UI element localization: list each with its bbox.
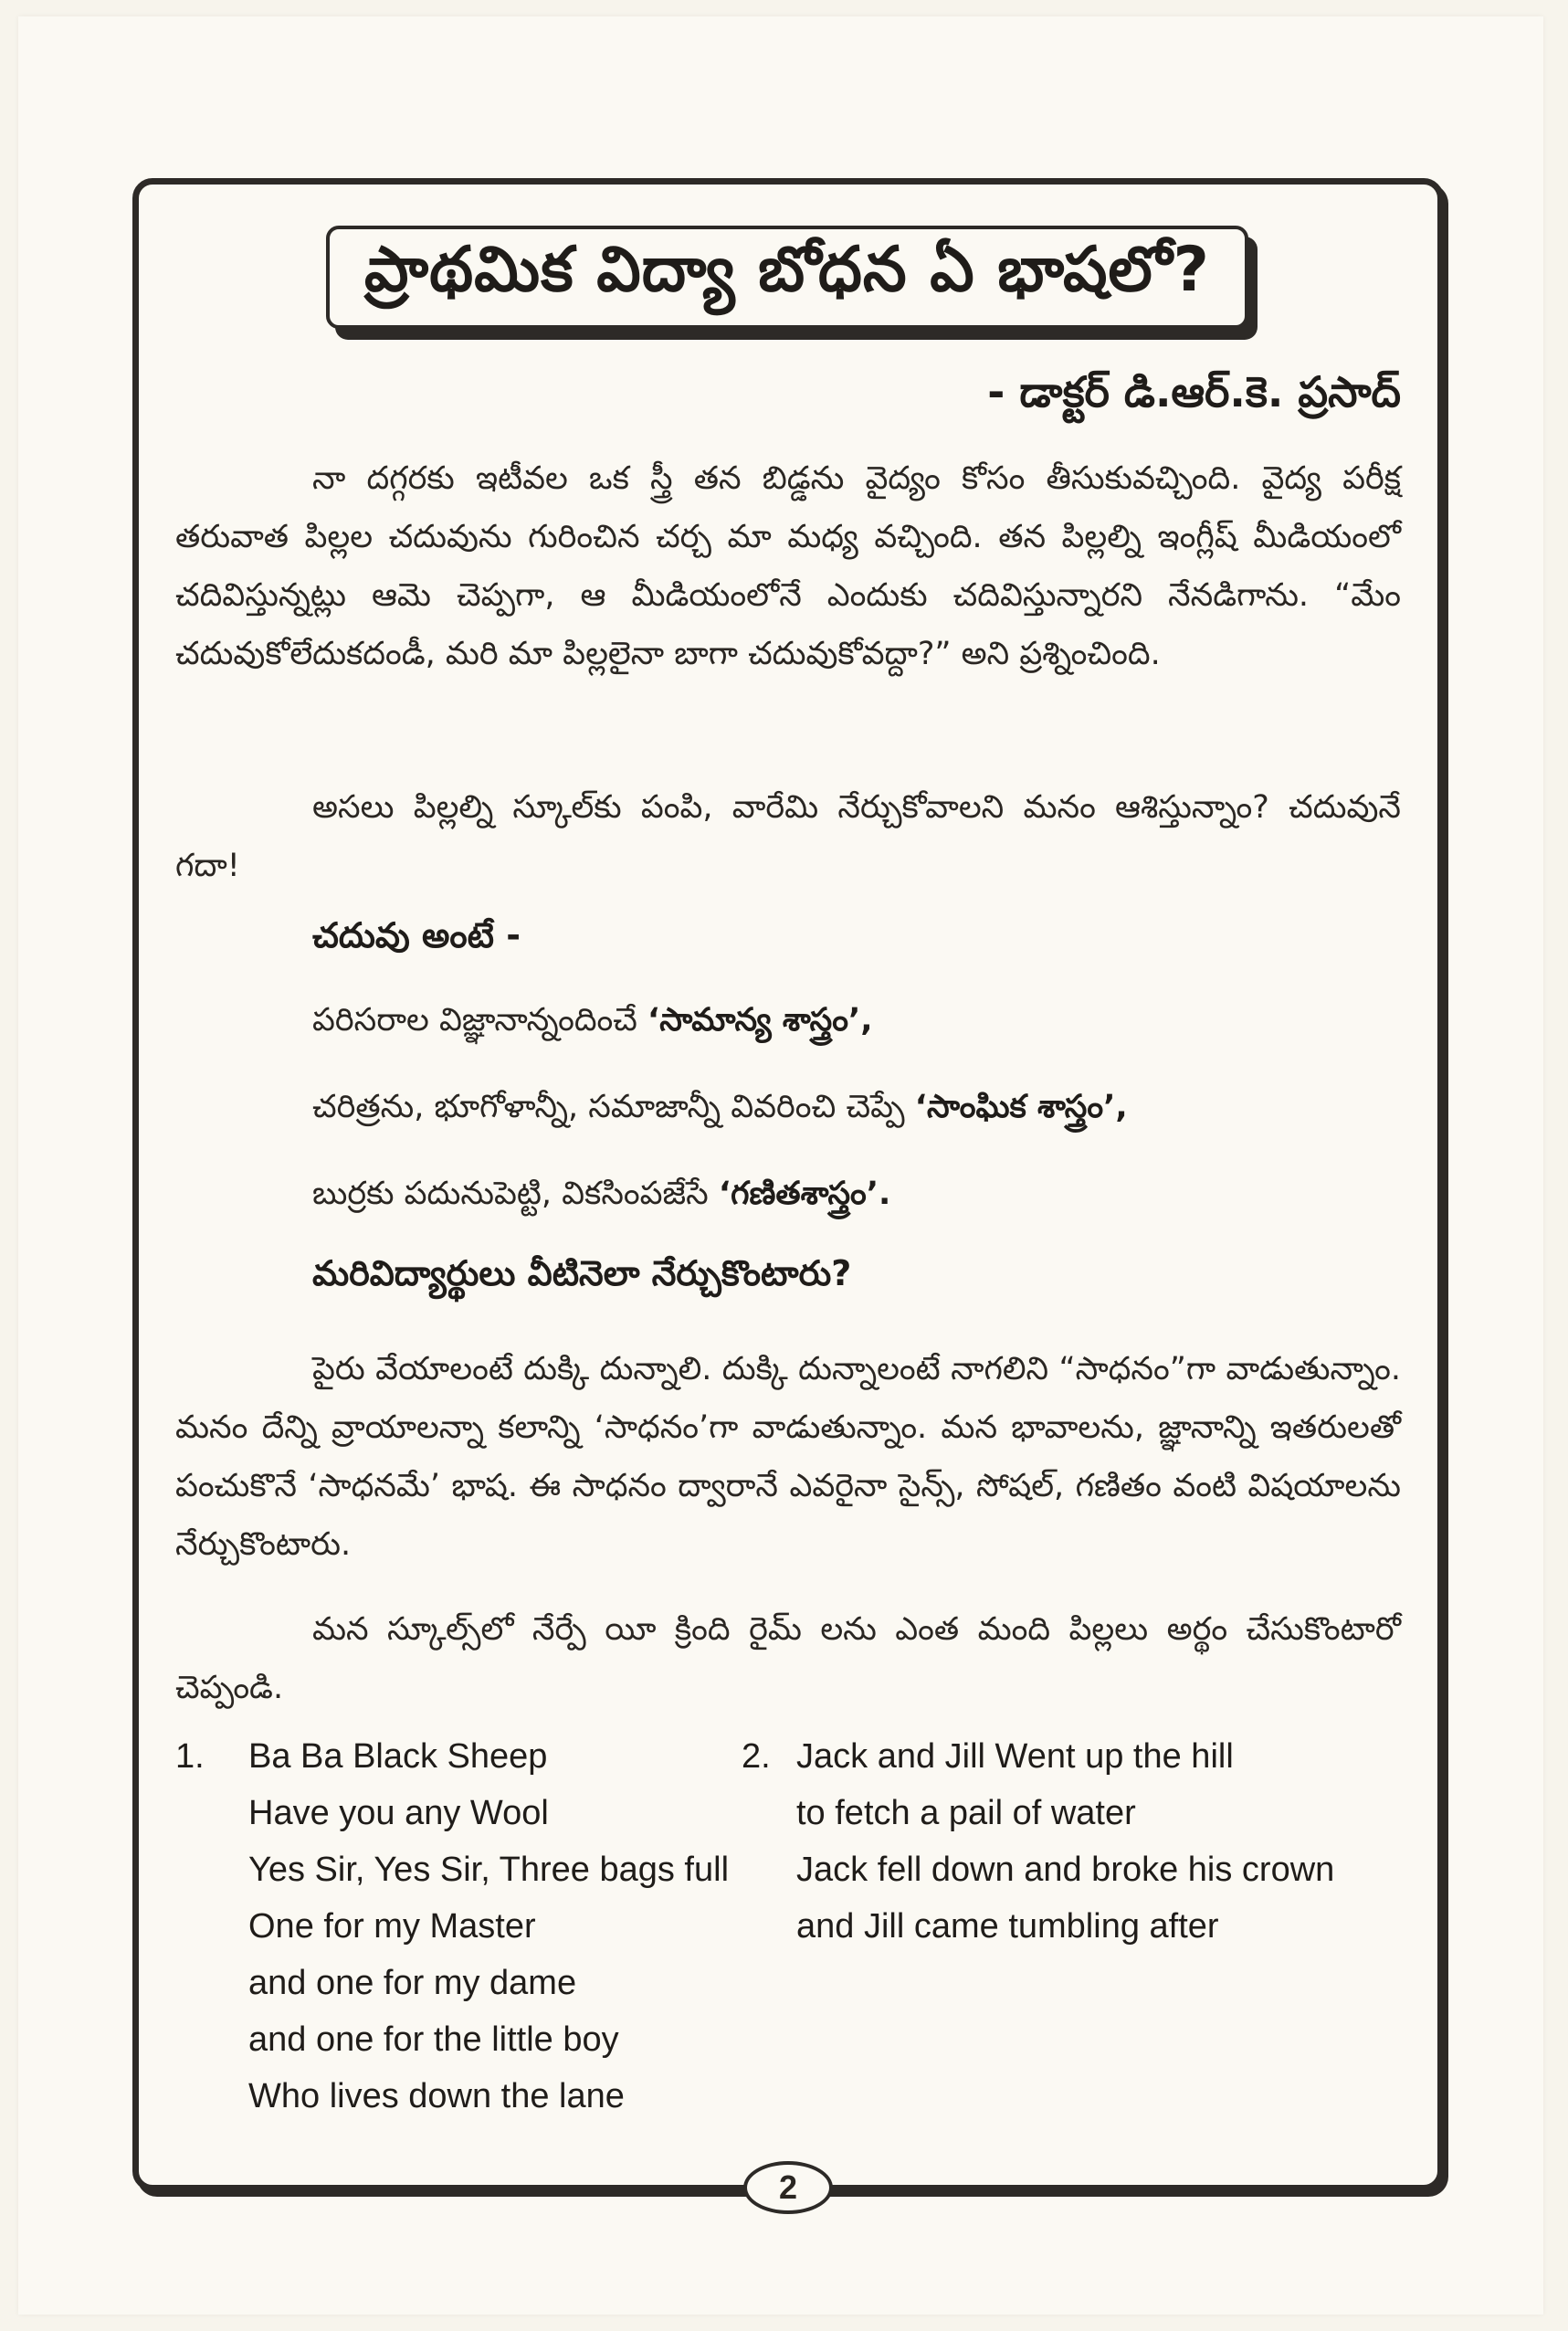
rhyme-1-line: Who lives down the lane bbox=[248, 2077, 625, 2115]
paragraph-4-text: మన స్కూల్స్‌లో నేర్పే యీ క్రింది రైమ్ లను ఎంత మంది పిల్లలు అర్థం చేసుకొంటారో చెప్పండి. bbox=[175, 1611, 1401, 1706]
title-box bbox=[326, 226, 1248, 329]
heading-education-means: చదువు అంటే - bbox=[312, 915, 521, 955]
article-title: ప్రాథమిక విద్యా బోధన ఏ భాషలో? bbox=[364, 234, 1210, 306]
rhyme-2-lines bbox=[796, 1728, 1436, 1955]
article-frame bbox=[132, 178, 1444, 2206]
paragraph-4 bbox=[175, 1600, 1401, 1717]
rhyme-1-number: 1. bbox=[175, 1737, 205, 1776]
paragraph-2 bbox=[175, 778, 1401, 895]
paragraph-3-text: పైరు వేయాలంటే దుక్కి దున్నాలి. దుక్కి దున్నాలంటే నాగలిని “సాధనం”గా వాడుతున్నాం. మనం దేన్ని వ్రాయాలన్నా కలాన్ని ‘సాధనం’గా వాడుతున్నాం. మన భావాలను, జ్ఞానాన్ని ఇతరులతో పంచుకొనే ‘సాధనమే’ భాష. ఈ సాధనం ద్వారానే ఎవరైనా సైన్స్, సోషల్, గణితం వంటి విషయాలను నేర్చుకొంటారు. bbox=[175, 1351, 1401, 1563]
paragraph-3 bbox=[175, 1340, 1401, 1574]
rhyme-2-line: and Jill came tumbling after bbox=[796, 1907, 1219, 1946]
subject-line-social-science bbox=[312, 1089, 1128, 1133]
rhyme-1-line: Have you any Wool bbox=[248, 1794, 549, 1832]
author-byline: - డాక్టర్ డి.ఆర్.కె. ప్రసాద్ bbox=[987, 367, 1401, 417]
rhyme-1-line: and one for the little boy bbox=[248, 2020, 619, 2059]
subject-line-1-bold: ‘సామాన్య శాస్త్రం’, bbox=[647, 1002, 873, 1039]
paragraph-2-text: అసలు పిల్లల్ని స్కూల్‌కు పంపి, వారేమి నేర్చుకోవాలని మనం ఆశిస్తున్నాం? చదువునే గదా! bbox=[175, 789, 1401, 884]
rhyme-2 bbox=[742, 1728, 1436, 1955]
page-number: 2 bbox=[743, 2161, 833, 2214]
rhyme-2-number: 2. bbox=[742, 1737, 771, 1776]
subject-line-1-text: పరిసరాల విజ్ఞానాన్నందించే bbox=[312, 1002, 648, 1039]
paragraph-1 bbox=[175, 449, 1401, 683]
heading-how-students-learn: మరివిద్యార్థులు వీటినెలా నేర్చుకొంటారు? bbox=[312, 1253, 852, 1293]
subject-line-2-bold: ‘సాంఘిక శాస్త్రం’, bbox=[914, 1089, 1128, 1125]
rhyme-2-line: Jack fell down and broke his crown bbox=[796, 1851, 1335, 1889]
subject-line-2-text: చరిత్రను, భూగోళాన్నీ, సమాజాన్నీ వివరించి చెప్పే bbox=[312, 1089, 915, 1125]
subject-line-3-text: బుర్రకు పదునుపెట్టి, వికసింపజేసే bbox=[312, 1176, 719, 1212]
rhyme-1 bbox=[175, 1728, 760, 2125]
subject-line-mathematics bbox=[312, 1176, 890, 1219]
rhyme-1-lines bbox=[248, 1728, 760, 2125]
page-number-wrap bbox=[139, 2161, 1437, 2214]
rhyme-2-line: to fetch a pail of water bbox=[796, 1794, 1136, 1832]
subject-line-general-science bbox=[312, 1002, 873, 1046]
rhyme-1-line: and one for my dame bbox=[248, 1964, 577, 2002]
paragraph-1-text: నా దగ్గరకు ఇటీవల ఒక స్త్రీ తన బిడ్డను వైద్యం కోసం తీసుకువచ్చింది. వైద్య పరీక్ష తరువాత పిల్లల చదువును గురించిన చర్చ మా మధ్య వచ్చింది. తన పిల్లల్ని ఇంగ్లీష్ మీడియంలో చదివిస్తున్నట్లు ఆమె చెప్పగా, ఆ మీడియంలోనే ఎందుకు చదివిస్తున్నారని నేనడిగాను. “మేం చదువుకోలేదుకదండీ, మరి మా పిల్లలైనా బాగా చదువుకోవద్దా?” అని ప్రశ్నించింది. bbox=[175, 460, 1401, 672]
rhyme-1-line: Yes Sir, Yes Sir, Three bags full bbox=[248, 1851, 730, 1889]
rhyme-1-line: One for my Master bbox=[248, 1907, 536, 1946]
rhyme-2-line: Jack and Jill Went up the hill bbox=[796, 1737, 1234, 1776]
rhyme-1-line: Ba Ba Black Sheep bbox=[248, 1737, 548, 1776]
subject-line-3-bold: ‘గణితశాస్త్రం’. bbox=[718, 1176, 891, 1212]
